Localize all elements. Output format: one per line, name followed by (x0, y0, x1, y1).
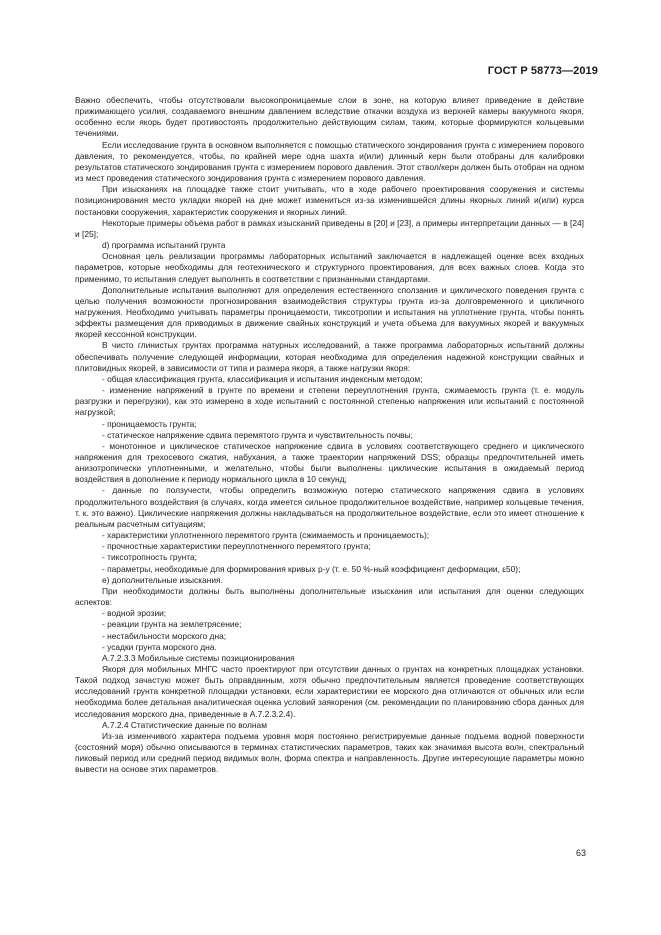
paragraph: Дополнительные испытания выполняют для определения естественного сползания и циклического поведения грунта с целью получения возможности прогнозирования взаимодействия структуры грунта из-за долговременного и цикличного нагружения. Необходимо учитывать параметры проницаемости, тиксотропии и испытания на уплотнение грунта, чтобы понять эффекты размещения для приводимых в движение свайных конструкций и учета объема для вакуумных якорей и вакуумных якорей кессонной конструкции. (75, 284, 584, 340)
paragraph: - общая классификация грунта, классификация и испытания индексным методом; (102, 373, 423, 384)
paragraph: - реакции грунта на землетрясение; (102, 619, 242, 630)
paragraph: - нестабильности морского дна; (102, 630, 227, 641)
paragraph: - тиксотропность грунта; (102, 552, 197, 563)
paragraph: Важно обеспечить, чтобы отсутствовали высокопроницаемые слои в зоне, на которую влияет приведение в действие прижимающего усилия, создаваемого внешним давлением вследствие откачки воздуха из верхней камеры вакуумного якоря, особенно если якорь будет противостоять продолжительно действующим силам, таким, которые формируются кольцевыми течениями. (75, 95, 584, 139)
paragraph: - статическое напряжение сдвига перемятого грунта и чувствительность почвы; (102, 429, 413, 440)
paragraph: А.7.2.3.3 Мобильные системы позиционирования (102, 652, 295, 663)
paragraph: А.7.2.4 Статистические данные по волнам (102, 719, 267, 730)
paragraph: - данные по ползучести, чтобы определить возможную потерю статического напряжения сдвига в условиях продолжительного воздействия (в случаях, когда имеется сильное продолжительное воздействие, например кольцевые течения, т. к. это важно). Циклические напряжения должны накладываться на продолжительное воздействие, если это имеет отношение к реальным расчетным ситуациям; (75, 485, 584, 529)
paragraph: При необходимости должны быть выполнены дополнительные изыскания или испытания для оценки следующих аспектов: (75, 585, 584, 608)
paragraph: При изысканиях на площадке также стоит учитывать, что в ходе рабочего проектирования сооружения и системы позиционирования место укладки якорей на дне может измениться из-за изменившейся длины якорных линий и(или) курса постановки сооружения, характеристик сооружения и якорных линий. (75, 184, 584, 217)
paragraph: Якоря для мобильных МНГС часто проектируют при отсутствии данных о грунтах на конкретных площадках установки. Такой подход зачастую может быть оправданным, хотя обычно предпочтительным является проведение соответствующих исследований грунта конкретной площадки установки, если характеристики ее морского дна отличаются от обычных или если необходима более детальная аналитическая оценка условий заякорения (см. рекомендации по планированию сбора данных для исследования морского дна, приведенные в А.7.2.3.2.4). (75, 663, 584, 719)
paragraph: - монотонное и циклическое статическое напряжение сдвига в условиях соответствующего среднего и циклического напряжения для трехосевого сжатия, набухания, а также траектории напряжений DSS; образцы предпочтительней иметь анизотропически уплотненными, и желательно, чтобы были выполнены циклические испытания в ожидаемый период воздействия в дополнение к периоду нормального цикла в 10 секунд; (75, 440, 584, 485)
paragraph: В чисто глинистых грунтах программа натурных исследований, а также программа лабораторных испытаний должны обеспечивать получение следующей информации, которая необходима для определения надежной конструкции свайных и плитовидных якорей, в зависимости от типа и размера якоря, а также нагрузки якоря: (75, 340, 584, 373)
paragraph: d) программа испытаний грунта (102, 240, 226, 251)
paragraph: Некоторые примеры объема работ в рамках изысканий приведены в [20] и [23], а примеры интерпретации данных — в [24] и [25]; (75, 217, 584, 239)
document-body (75, 95, 584, 776)
standard-designation: ГОСТ Р 58773—2019 (487, 65, 598, 77)
paragraph: - характеристики уплотненного перемятого грунта (сжимаемость и проницаемость); (102, 530, 430, 541)
paragraph: - усадки грунта морского дна. (102, 641, 217, 652)
paragraph: е) дополнительные изыскания. (102, 574, 223, 585)
paragraph: - изменение напряжений в грунте по времени и степени переуплотнения грунта, сжимаемость грунта (т. е. модуль разгрузки и перегрузки), как это измерено в ходе испытаний с постоянной степенью напряжения или испытаний с постоянной нагрузкой; (75, 385, 584, 418)
paragraph: - прочностные характеристики переуплотненного перемятого грунта; (102, 541, 371, 552)
paragraph: - проницаемость грунта; (102, 418, 197, 429)
paragraph: Основная цель реализации программы лабораторных испытаний заключается в надлежащей оценке всех входных параметров, которые необходимы для геотехнического и структурного проектирования, для всех важных слоев. Когда это применимо, то испытания следует выполнять в соответствии с признанными стандартами. (75, 251, 584, 284)
paragraph: Если исследование грунта в основном выполняется с помощью статического зондирования грунта с измерением порового давления, то рекомендуется, чтобы, по крайней мере одна шахта и(или) длинный керн были отобраны для калибровки результатов статического зондирования грунта с измерением порового давления. Этот ствол/керн должен быть отобран на одном из мест проведения статического зондирования грунта с измерением порового давления. (75, 139, 584, 184)
paragraph: - параметры, необходимые для формирования кривых p-y (т. е. 50 %-ный коэффициент деформации, ε50); (102, 563, 521, 574)
page-number: 63 (575, 848, 586, 858)
paragraph: - водной эрозии; (102, 608, 167, 619)
paragraph: Из-за изменчивого характера подъема уровня моря постоянно регистрируемые данные подъема водной поверхности (состояний моря) обычно описываются в терминах статистических параметров, таких как значимая высота волн, спектральный пиковый период или средний период видимых волн, форма спектра и направленность. Другие интересующие параметры можно вывести на основе этих параметров. (75, 730, 584, 775)
